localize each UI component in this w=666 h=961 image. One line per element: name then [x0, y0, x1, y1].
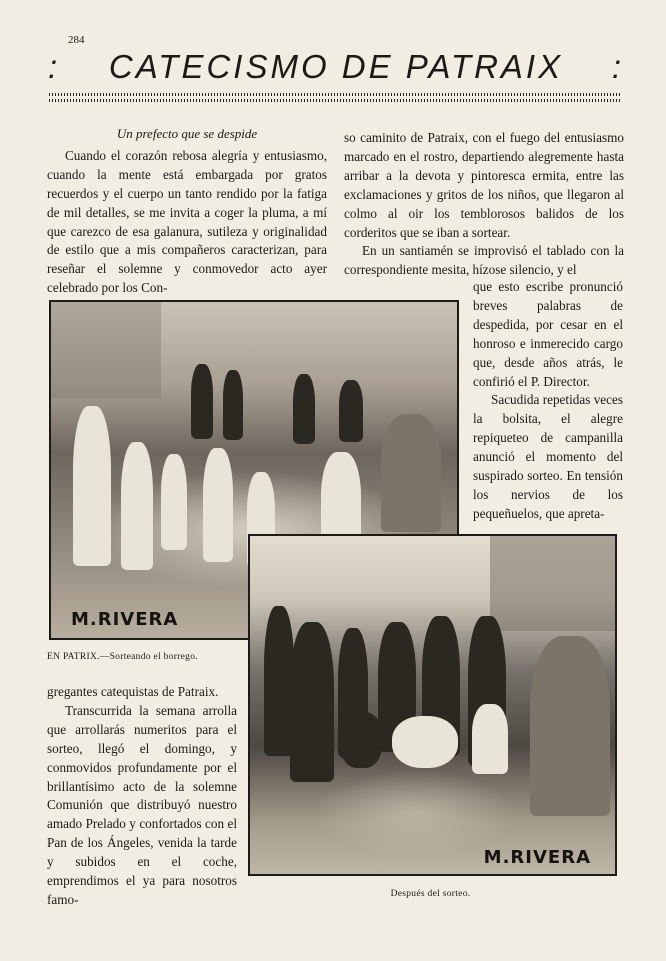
thatched-roof [490, 536, 615, 631]
paragraph: Sacudida repetidas veces la bolsita, el alegre repiqueteo de campanilla anunció el momento del suspirado sorteo. En tensión los nervios de los pequeñuelos, que apreta- [473, 392, 623, 521]
photo-caption: Después del sorteo. [390, 889, 471, 899]
paragraph: gregantes catequistas de Patraix. [47, 684, 219, 699]
photo-caption: EN PATRIX.—Sorteando el borrego. [47, 652, 198, 662]
figure [290, 622, 334, 782]
photographer-signature: M.RIVERA [71, 609, 179, 630]
column-right-top [344, 129, 624, 280]
paragraph: so caminito de Patraix, con el fuego del entusiasmo marcado en el rostro, departiendo alegremente hasta arribar a la devota y pintoresca ermita, entre las exclamaciones y gritos de los niños, que llegaron al colmo al oir los temblorosos balidos de los corderitos que se iban a sortear. [344, 130, 624, 240]
paragraph: Cuando el corazón rebosa alegría y entusiasmo, cuando la mente está embargada por gratos recuerdos y el cuerpo un tanto rendido por la fatiga de mil detalles, se me invita a coger la pluma, a mí que carezco de esa galanura, sutileza y originalidad de estilo que a mis compañeros caracterizan, para reseñar el solemne y conmovedor acto ayer celebrado por los Con- [47, 147, 327, 296]
photo-despues-sorteo [248, 534, 617, 876]
crowd [530, 636, 610, 816]
paragraph: que esto escribe pronunció breves palabras de despedida, por cesar en el honroso e inmerecido cargo que, desde años atrás, le confirió el P. Director. [473, 279, 623, 389]
title-text: CATECISMO DE PATRAIX [108, 48, 564, 85]
sheep-dark [340, 712, 382, 768]
title-left-mark: : [48, 48, 61, 85]
figure [339, 380, 363, 442]
title-right-mark: : [611, 48, 624, 85]
figure [161, 454, 187, 550]
column-left-bottom [47, 683, 237, 910]
figure [191, 364, 213, 439]
paragraph: En un santiamén se improvisó el tablado con la correspondiente mesita, hízose silencio, y el [344, 243, 624, 278]
sheep-light [392, 716, 458, 768]
child-figure [472, 704, 508, 774]
figure [121, 442, 153, 570]
column-left-top [47, 125, 327, 298]
figure [203, 448, 233, 562]
building-wall [51, 302, 161, 398]
page-title [48, 48, 624, 86]
figure [73, 406, 111, 566]
column-right-middle [473, 278, 623, 524]
page-number: 284 [68, 34, 85, 46]
paragraph: Transcurrida la semana arrolla que arrollarás numeritos para el sorteo, llegó el domingo, y conmovidos profundamente por el brillantísimo acto de la solemne Comunión que distribuyó nuestro amado Prelado y confortados con el Pan de los Ángeles, venida la tarde y subidos en el coche, emprendimos el ya para nosotros famo- [47, 702, 237, 907]
crowd [381, 414, 441, 532]
title-rule-top [49, 93, 621, 96]
article-subtitle: Un prefecto que se despide [116, 126, 258, 141]
figure [223, 370, 243, 440]
photographer-signature: M.RIVERA [483, 847, 591, 868]
figure [293, 374, 315, 444]
title-rule-bottom [49, 99, 621, 102]
